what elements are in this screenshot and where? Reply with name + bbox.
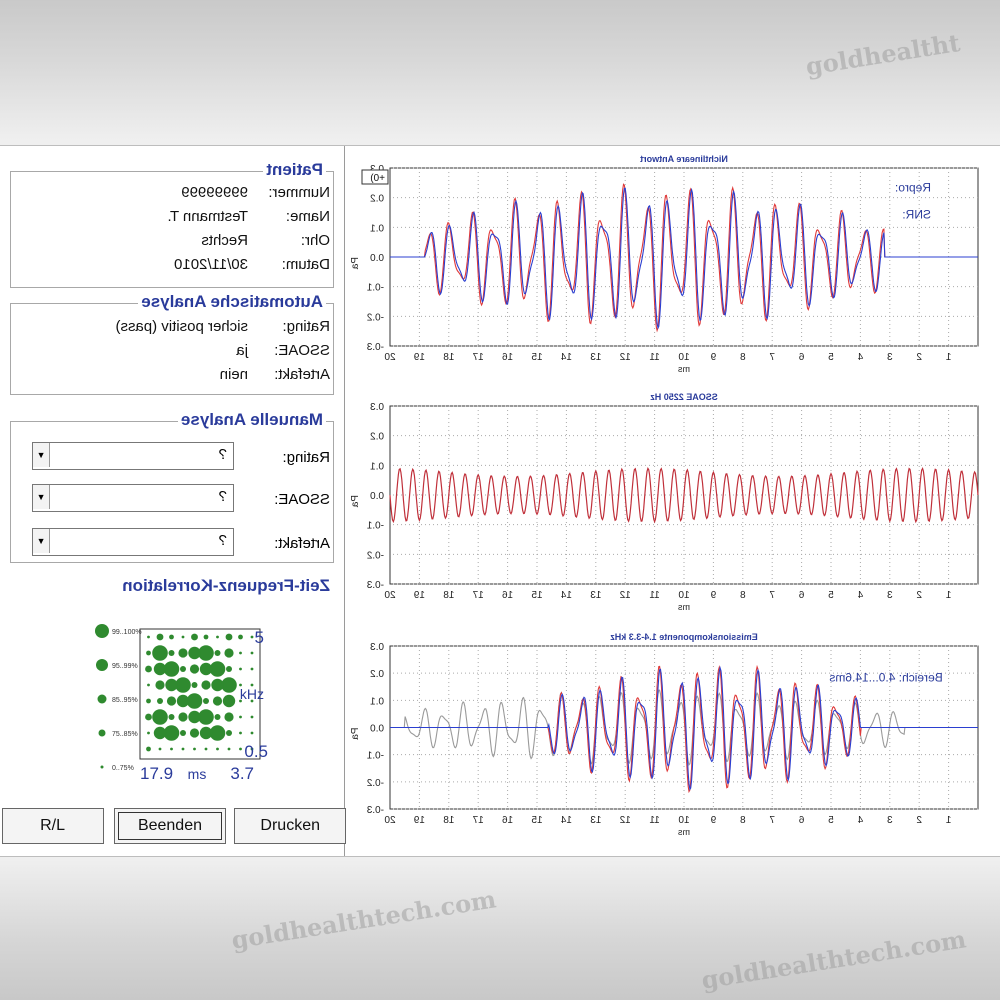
tf-dot bbox=[223, 695, 235, 707]
chart-svg bbox=[350, 146, 990, 386]
tf-dot bbox=[178, 712, 187, 721]
x-tick-label: 17 bbox=[472, 815, 484, 826]
tf-dot bbox=[204, 635, 209, 640]
field-label: Nummer: bbox=[268, 184, 330, 201]
tf-dot bbox=[169, 714, 175, 720]
y-tick-label: -0.1 bbox=[366, 750, 384, 762]
x-tick-label: 18 bbox=[443, 352, 455, 363]
y-tick-label: -0.3 bbox=[366, 342, 384, 353]
x-tick-label: 11 bbox=[649, 352, 660, 363]
tf-dot bbox=[191, 634, 198, 641]
x-tick-label: 20 bbox=[384, 815, 396, 826]
chart-title: Emissionskomponente 1.4-3.3 kHz bbox=[610, 632, 758, 642]
tf-ymax: 5 bbox=[254, 628, 264, 647]
tf-dot bbox=[147, 636, 150, 639]
x-tick-label: 8 bbox=[740, 815, 746, 826]
y-tick-label: 0.0 bbox=[370, 491, 384, 502]
x-tick-label: 1 bbox=[945, 590, 952, 601]
x-tick-label: 14 bbox=[560, 352, 572, 363]
tf-dot bbox=[193, 748, 196, 751]
artefakt-select[interactable] bbox=[32, 528, 234, 556]
tf-dot bbox=[165, 679, 177, 691]
x-tick-label: 13 bbox=[590, 815, 602, 826]
x-tick-label: 20 bbox=[384, 352, 396, 363]
tf-dot bbox=[251, 636, 254, 639]
tf-dot bbox=[152, 645, 168, 661]
tf-dot bbox=[154, 727, 166, 739]
y-tick-label: -0.3 bbox=[366, 805, 384, 816]
x-tick-label: 7 bbox=[769, 352, 775, 363]
tf-dot bbox=[154, 663, 166, 675]
tf-correlation-plot bbox=[82, 601, 332, 801]
y-tick-label: 0.0 bbox=[370, 723, 384, 735]
beenden-button[interactable] bbox=[114, 808, 226, 844]
tf-dot bbox=[239, 652, 242, 655]
y-tick-label: -0.2 bbox=[366, 312, 384, 324]
dropdown-arrow-icon[interactable]: ▼ bbox=[33, 485, 50, 509]
field-value: Testmann T. bbox=[167, 208, 248, 225]
x-tick-label: 6 bbox=[798, 590, 805, 601]
x-axis-label: ms bbox=[678, 364, 690, 374]
tf-legend bbox=[95, 624, 142, 772]
field-value: ja bbox=[236, 342, 248, 359]
badge-text: +0) bbox=[370, 173, 385, 184]
drucken-button[interactable] bbox=[234, 808, 346, 844]
tf-dot bbox=[201, 680, 210, 689]
auto-analysis-title: Automatische Analyse bbox=[138, 292, 326, 312]
x-tick-label: 19 bbox=[413, 815, 425, 826]
x-tick-label: 13 bbox=[590, 352, 602, 363]
field-label: SSOAE: bbox=[274, 342, 330, 359]
tf-dot bbox=[170, 748, 173, 751]
tf-dot bbox=[216, 748, 219, 751]
tf-dot bbox=[178, 648, 187, 657]
tf-correlation-title: Zeit-Frequenz-Korrelation bbox=[122, 576, 330, 595]
chart-nichtlineare-antwort bbox=[350, 146, 990, 386]
x-tick-label: 10 bbox=[678, 815, 690, 826]
x-tick-label: 1 bbox=[945, 815, 952, 826]
x-tick-label: 15 bbox=[531, 590, 543, 601]
tf-legend-label: 0..75% bbox=[112, 765, 134, 772]
y-tick-label: -0.3 bbox=[366, 580, 384, 591]
x-tick-label: 10 bbox=[678, 590, 690, 601]
x-tick-label: 14 bbox=[560, 815, 572, 826]
drucken-label: Drucken bbox=[260, 817, 320, 834]
tf-dot bbox=[226, 634, 233, 641]
x-tick-label: 12 bbox=[619, 815, 631, 826]
tf-dot bbox=[188, 711, 200, 723]
tf-dot bbox=[157, 698, 163, 704]
x-tick-label: 6 bbox=[798, 815, 805, 826]
x-tick-label: 12 bbox=[619, 590, 631, 601]
y-tick-label: 0.3 bbox=[370, 402, 384, 413]
rl-button[interactable] bbox=[2, 808, 104, 844]
x-tick-label: 16 bbox=[502, 815, 514, 826]
field-label: SSOAE: bbox=[274, 491, 330, 508]
y-tick-label: 0.0 bbox=[370, 253, 384, 264]
x-tick-label: 14 bbox=[560, 590, 572, 601]
rl-label: R/L bbox=[40, 817, 66, 834]
chart-title: Nichtlineare Antwort bbox=[640, 154, 728, 164]
tf-dot bbox=[190, 728, 199, 737]
y-tick-label: 0.3 bbox=[370, 642, 384, 653]
tf-dot bbox=[145, 714, 152, 721]
tf-dot bbox=[180, 666, 186, 672]
tf-xleft: 17.9 bbox=[140, 764, 174, 783]
chart-ssoae bbox=[350, 384, 990, 624]
annotation-window: Bereich: 4.0...14.6ms bbox=[829, 670, 943, 685]
tf-legend-dot bbox=[101, 766, 104, 769]
y-tick-label: -0.2 bbox=[366, 777, 384, 789]
x-tick-label: 9 bbox=[710, 590, 717, 601]
tf-dot bbox=[200, 663, 212, 675]
manual-analysis-title: Manuelle Analyse bbox=[178, 410, 326, 430]
field-value: 99999999 bbox=[181, 184, 248, 201]
x-tick-label: 5 bbox=[828, 590, 834, 601]
y-tick-label: 0.2 bbox=[370, 669, 384, 681]
oae-result-window bbox=[0, 145, 1000, 857]
x-tick-label: 1 bbox=[945, 352, 952, 363]
watermark: goldhealtht bbox=[803, 27, 963, 82]
chart-title: SSOAE 2250 Hz bbox=[650, 392, 718, 402]
tf-dot bbox=[188, 647, 200, 659]
tf-legend-dot bbox=[95, 624, 109, 638]
tf-dot bbox=[226, 730, 232, 736]
y-tick-label: 0.2 bbox=[370, 431, 384, 443]
tf-dot bbox=[182, 748, 185, 751]
tf-dot bbox=[215, 650, 221, 656]
ssoae-select[interactable] bbox=[32, 484, 234, 512]
tf-legend-dot bbox=[99, 730, 106, 737]
tf-dot bbox=[157, 634, 164, 641]
x-tick-label: 18 bbox=[443, 590, 455, 601]
x-tick-label: 16 bbox=[502, 590, 514, 601]
tf-dot bbox=[216, 636, 219, 639]
tf-dot bbox=[147, 684, 150, 687]
tf-dot bbox=[228, 748, 231, 751]
tf-dot bbox=[211, 679, 223, 691]
select-value: ? bbox=[218, 532, 227, 549]
x-tick-label: 17 bbox=[472, 352, 484, 363]
beenden-label: Beenden bbox=[137, 817, 203, 834]
rating-select[interactable] bbox=[32, 442, 234, 470]
tf-dot bbox=[203, 698, 209, 704]
dropdown-arrow-icon[interactable]: ▼ bbox=[33, 443, 50, 467]
tf-yunit: kHz bbox=[239, 686, 264, 702]
tf-dot bbox=[226, 666, 232, 672]
field-label: Rating: bbox=[282, 318, 330, 335]
x-tick-label: 7 bbox=[769, 590, 775, 601]
x-tick-label: 12 bbox=[619, 352, 631, 363]
tf-dot bbox=[224, 712, 233, 721]
x-tick-label: 10 bbox=[678, 352, 690, 363]
y-tick-label: -0.1 bbox=[366, 520, 384, 532]
x-tick-label: 11 bbox=[649, 815, 660, 826]
x-tick-label: 17 bbox=[472, 590, 484, 601]
chart-emissionskomponente bbox=[350, 624, 990, 849]
x-tick-label: 16 bbox=[502, 352, 514, 363]
x-tick-label: 5 bbox=[828, 815, 834, 826]
beenden-focus bbox=[118, 812, 222, 840]
x-tick-label: 8 bbox=[740, 590, 746, 601]
y-tick-label: 0.1 bbox=[370, 696, 384, 708]
y-axis-label: Pa bbox=[350, 257, 361, 270]
tf-legend-label: 85..95% bbox=[112, 697, 138, 704]
tf-dot bbox=[167, 696, 176, 705]
legend-repro: Repro: bbox=[894, 180, 931, 195]
x-tick-label: 19 bbox=[413, 590, 425, 601]
field-value: nein bbox=[219, 366, 248, 383]
x-tick-label: 4 bbox=[857, 352, 864, 363]
field-value: Rechts bbox=[201, 232, 248, 249]
y-tick-label: 0.1 bbox=[370, 461, 384, 473]
y-tick-label: -0.1 bbox=[366, 282, 384, 294]
tf-dot bbox=[190, 664, 199, 673]
chart-svg bbox=[350, 384, 990, 624]
tf-dot bbox=[152, 709, 168, 725]
x-tick-label: 9 bbox=[710, 815, 717, 826]
x-axis-label: ms bbox=[678, 602, 690, 612]
x-tick-label: 20 bbox=[384, 590, 396, 601]
y-tick-label: -0.2 bbox=[366, 550, 384, 562]
tf-dot bbox=[251, 732, 254, 735]
x-tick-label: 3 bbox=[887, 352, 893, 363]
tf-dot bbox=[239, 732, 242, 735]
tf-legend-dot bbox=[96, 659, 108, 671]
patient-title: Patient bbox=[263, 160, 326, 180]
watermark: goldhealthtech.com bbox=[699, 924, 969, 995]
tf-dot bbox=[238, 635, 243, 640]
tf-dot bbox=[192, 682, 198, 688]
x-tick-label: 5 bbox=[828, 352, 834, 363]
tf-dot bbox=[239, 716, 242, 719]
tf-dot bbox=[215, 714, 221, 720]
tf-legend-label: 75..85% bbox=[112, 731, 138, 738]
tf-dot bbox=[146, 651, 151, 656]
tf-dot bbox=[146, 699, 151, 704]
x-tick-label: 13 bbox=[590, 590, 602, 601]
y-axis-label: Pa bbox=[350, 495, 361, 508]
tf-dot bbox=[155, 680, 164, 689]
field-label: Artefakt: bbox=[274, 366, 330, 383]
tf-dot bbox=[180, 730, 186, 736]
x-tick-label: 7 bbox=[769, 815, 775, 826]
tf-dot bbox=[169, 635, 174, 640]
tf-legend-label: 95..99% bbox=[112, 663, 138, 670]
x-tick-label: 11 bbox=[649, 590, 660, 601]
watermark: goldhealthtech.com bbox=[229, 884, 499, 955]
x-tick-label: 15 bbox=[531, 815, 543, 826]
tf-xright: 3.7 bbox=[230, 764, 254, 783]
tf-dot bbox=[182, 636, 185, 639]
x-tick-label: 9 bbox=[710, 352, 717, 363]
info-panel bbox=[0, 146, 345, 856]
tf-dot bbox=[159, 748, 162, 751]
tf-legend-label: 99..100% bbox=[112, 629, 142, 636]
tf-dot bbox=[205, 748, 208, 751]
tf-dots bbox=[145, 634, 253, 752]
field-label: Rating: bbox=[282, 449, 330, 466]
tf-legend-dot bbox=[98, 695, 107, 704]
field-value: sicher positiv (pass) bbox=[115, 318, 248, 335]
tf-dot bbox=[146, 747, 151, 752]
x-tick-label: 4 bbox=[857, 815, 864, 826]
tf-dot bbox=[239, 668, 242, 671]
field-label: Name: bbox=[285, 208, 330, 225]
field-label: Datum: bbox=[281, 256, 330, 273]
x-tick-label: 2 bbox=[916, 590, 922, 601]
x-tick-label: 3 bbox=[887, 815, 893, 826]
x-tick-label: 6 bbox=[798, 352, 805, 363]
field-label: Artefakt: bbox=[274, 535, 330, 552]
tf-dot bbox=[239, 748, 242, 751]
y-axis-label: Pa bbox=[350, 727, 361, 740]
legend-snr: SNR: bbox=[902, 207, 931, 222]
tf-dot bbox=[145, 666, 152, 673]
tf-dot bbox=[251, 716, 254, 719]
tf-xunit: ms bbox=[187, 766, 207, 782]
x-tick-label: 18 bbox=[443, 815, 455, 826]
x-tick-label: 2 bbox=[916, 815, 922, 826]
tf-dot bbox=[251, 652, 254, 655]
tf-dot bbox=[200, 727, 212, 739]
select-value: ? bbox=[218, 488, 227, 505]
x-tick-label: 8 bbox=[740, 352, 746, 363]
y-tick-label: 0.2 bbox=[370, 193, 384, 205]
dropdown-arrow-icon[interactable]: ▼ bbox=[33, 529, 50, 553]
tf-dot bbox=[224, 648, 233, 657]
select-value: ? bbox=[218, 446, 227, 463]
tf-dot bbox=[147, 732, 150, 735]
y-tick-label: 0.1 bbox=[370, 223, 384, 235]
tf-ymin: 0.5 bbox=[244, 742, 268, 761]
tf-dot bbox=[213, 696, 222, 705]
x-tick-label: 2 bbox=[916, 352, 922, 363]
x-tick-label: 19 bbox=[413, 352, 425, 363]
x-axis-label: ms bbox=[678, 827, 690, 837]
x-tick-label: 4 bbox=[857, 590, 864, 601]
x-tick-label: 15 bbox=[531, 352, 543, 363]
field-value: 30/11/2010 bbox=[174, 256, 248, 273]
x-tick-label: 3 bbox=[887, 590, 893, 601]
tf-dot bbox=[177, 695, 189, 707]
chart-svg bbox=[350, 624, 990, 849]
tf-dot bbox=[169, 650, 175, 656]
tf-dot bbox=[251, 668, 254, 671]
field-label: Ohr: bbox=[300, 232, 330, 249]
